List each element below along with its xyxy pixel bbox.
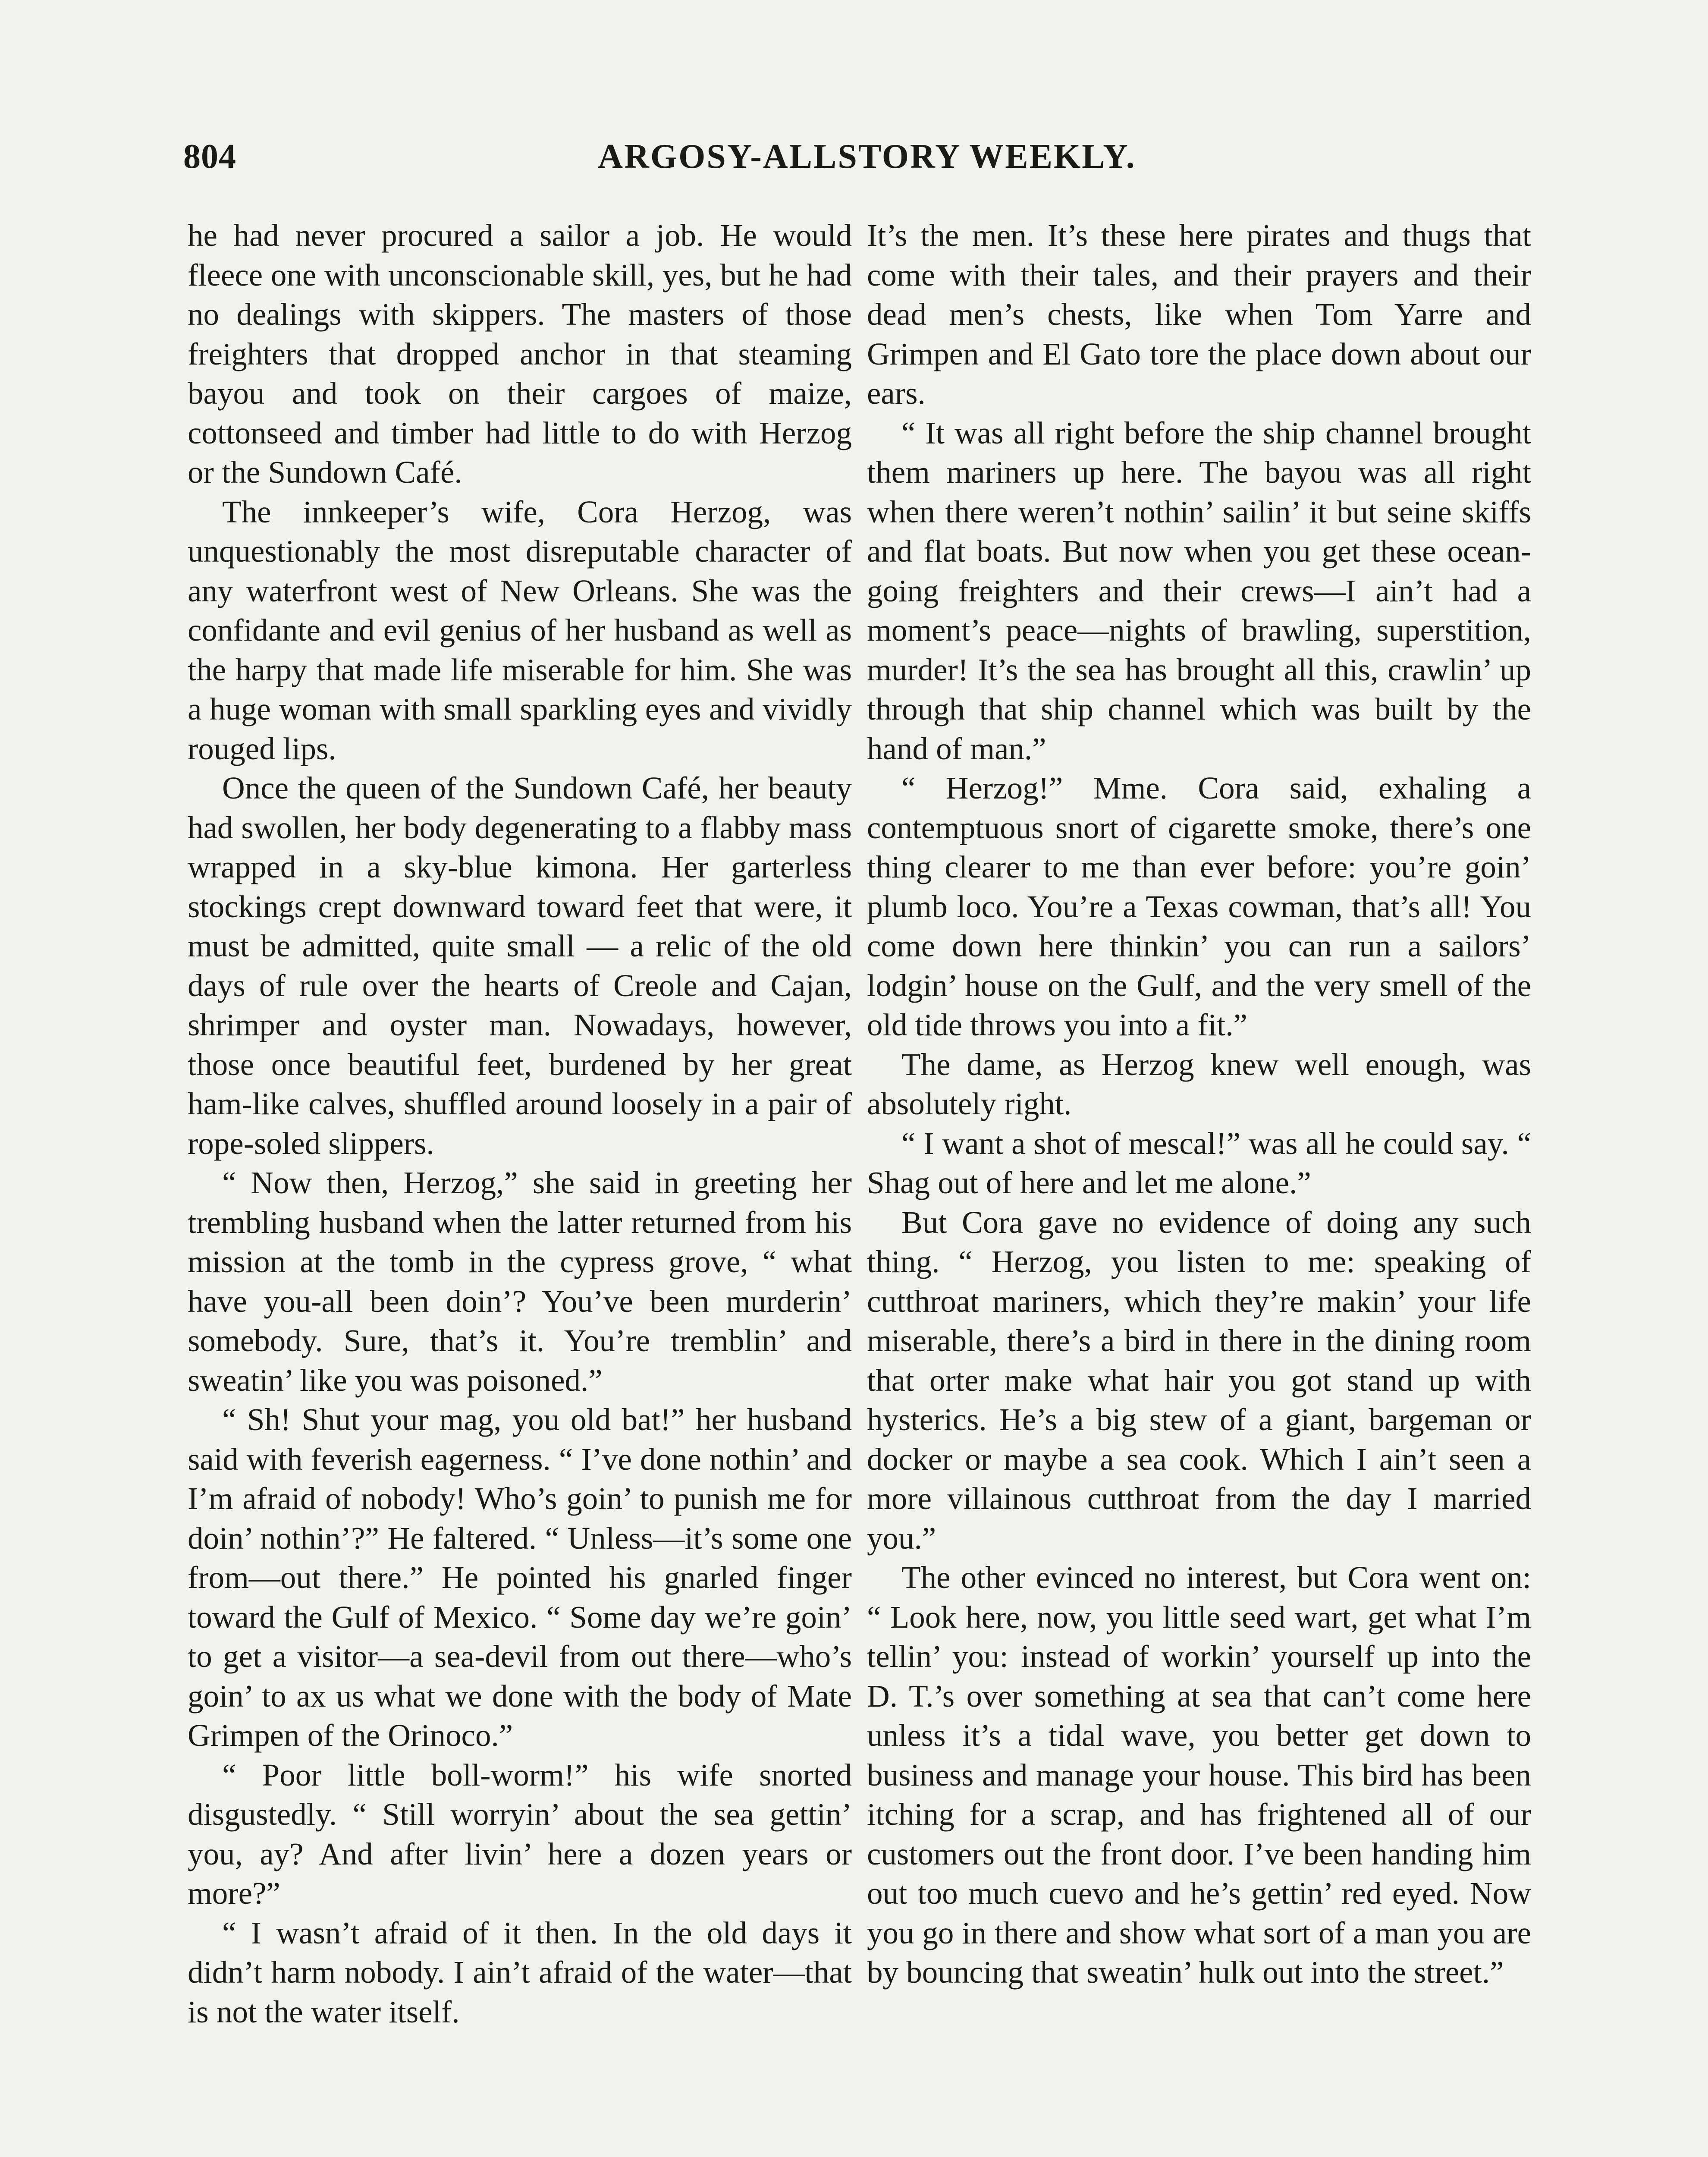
paragraph: “ I want a shot of mescal!” was all he could say. “ Shag out of here and let me alone.” [867, 1126, 1531, 1200]
paragraph: The other evinced no interest, but Cora went on: “ Look here, now, you little seed wart, get what I’m tellin’ you: instead of workin’ yourself up into the D. T.’s over something at sea that can’t come here unless it’s a tidal wave, you better get down to business and manage your house. This bird has been itching for a scrap, and has frightened all of our customers out the front door. I’ve been handing him out too much cuevo and he’s gettin’ red eyed. Now you go in there and show what sort of a man you are by bouncing that sweatin’ hulk out into the street.” [867, 1560, 1531, 1990]
left-column [188, 216, 852, 2031]
page-number: 804 [183, 138, 236, 176]
paragraph: “ Herzog!” Mme. Cora said, exhaling a contemptuous snort of cigarette smoke, there’s one thing clearer to me than ever before: you’re goin’ plumb loco. You’re a Texas cowman, that’s all! You come down here thinkin’ you can run a sailors’ lodgin’ house on the Gulf, and the very smell of the old tide throws you into a fit.” [867, 770, 1531, 1042]
paragraph: But Cora gave no evidence of doing any such thing. “ Herzog, you listen to me: speaking of cutthroat mariners, which they’re makin’ your life miserable, there’s a bird in there in the dining room that orter make what hair you got stand up with hysterics. He’s a big stew of a giant, bargeman or docker or maybe a sea cook. Which I ain’t seen a more villainous cutthroat from the day I married you.” [867, 1204, 1531, 1556]
paragraph: It’s the men. It’s these here pirates and thugs that come with their tales, and their prayers and their dead men’s chests, like when Tom Yarre and Grimpen and El Gato tore the place down about our ears. [867, 218, 1531, 411]
paragraph: he had never procured a sailor a job. He would fleece one with unconscionable skill, yes, but he had no dealings with skippers. The masters of those freighters that dropped anchor in that steaming bayou and took on their cargoes of maize, cottonseed and timber had little to do with Herzog or the Sundown Café. [188, 218, 852, 490]
running-head: ARGOSY-ALLSTORY WEEKLY. [598, 138, 1136, 176]
paragraph: The dame, as Herzog knew well enough, was absolutely right. [867, 1047, 1531, 1121]
paragraph: “ Sh! Shut your mag, you old bat!” her husband said with feverish eagerness. “ I’ve done nothin’ and I’m afraid of nobody! Who’s goin’ to punish me for doin’ nothin’?” He faltered. “ Unless—it’s some one from—out there.” He pointed his gnarled finger toward the Gulf of Mexico. “ Some day we’re goin’ to get a visitor—a sea-devil from out there—who’s goin’ to ax us what we done with the body of Mate Grimpen of the Orinoco.” [188, 1402, 852, 1753]
paragraph: “ I wasn’t afraid of it then. In the old days it didn’t harm nobody. I ain’t afraid of the water—that is not the water itself. [188, 1915, 852, 2029]
paragraph: Once the queen of the Sundown Café, her beauty had swollen, her body degenerating to a flabby mass wrapped in a sky-blue kimona. Her garterless stockings crept downward toward feet that were, it must be admitted, quite small — a relic of the old days of rule over the hearts of Creole and Cajan, shrimper and oyster man. Nowadays, however, those once beautiful feet, burdened by her great ham-like calves, shuffled around loosely in a pair of rope-soled slippers. [188, 770, 852, 1161]
paragraph: “ Now then, Herzog,” she said in greeting her trembling husband when the latter returned from his mission at the tomb in the cypress grove, “ what have you-all been doin’? You’ve been murderin’ somebody. Sure, that’s it. You’re tremblin’ and sweatin’ like you was poisoned.” [188, 1165, 852, 1398]
right-column [867, 216, 1531, 1992]
paragraph: “ Poor little boll-worm!” his wife snorted disgustedly. “ Still worryin’ about the sea gettin’ you, ay? And after livin’ here a dozen years or more?” [188, 1757, 852, 1911]
paragraph: “ It was all right before the ship channel brought them mariners up here. The bayou was all right when there weren’t nothin’ sailin’ it but seine skiffs and flat boats. But now when you get these ocean-going freighters and their crews—I ain’t had a moment’s peace—nights of brawling, superstition, murder! It’s the sea has brought all this, crawlin’ up through that ship channel which was built by the hand of man.” [867, 415, 1531, 766]
paragraph: The innkeeper’s wife, Cora Herzog, was unquestionably the most disreputable character of any waterfront west of New Orleans. She was the confidante and evil genius of her husband as well as the harpy that made life miserable for him. She was a huge woman with small sparkling eyes and vividly rouged lips. [188, 494, 852, 766]
